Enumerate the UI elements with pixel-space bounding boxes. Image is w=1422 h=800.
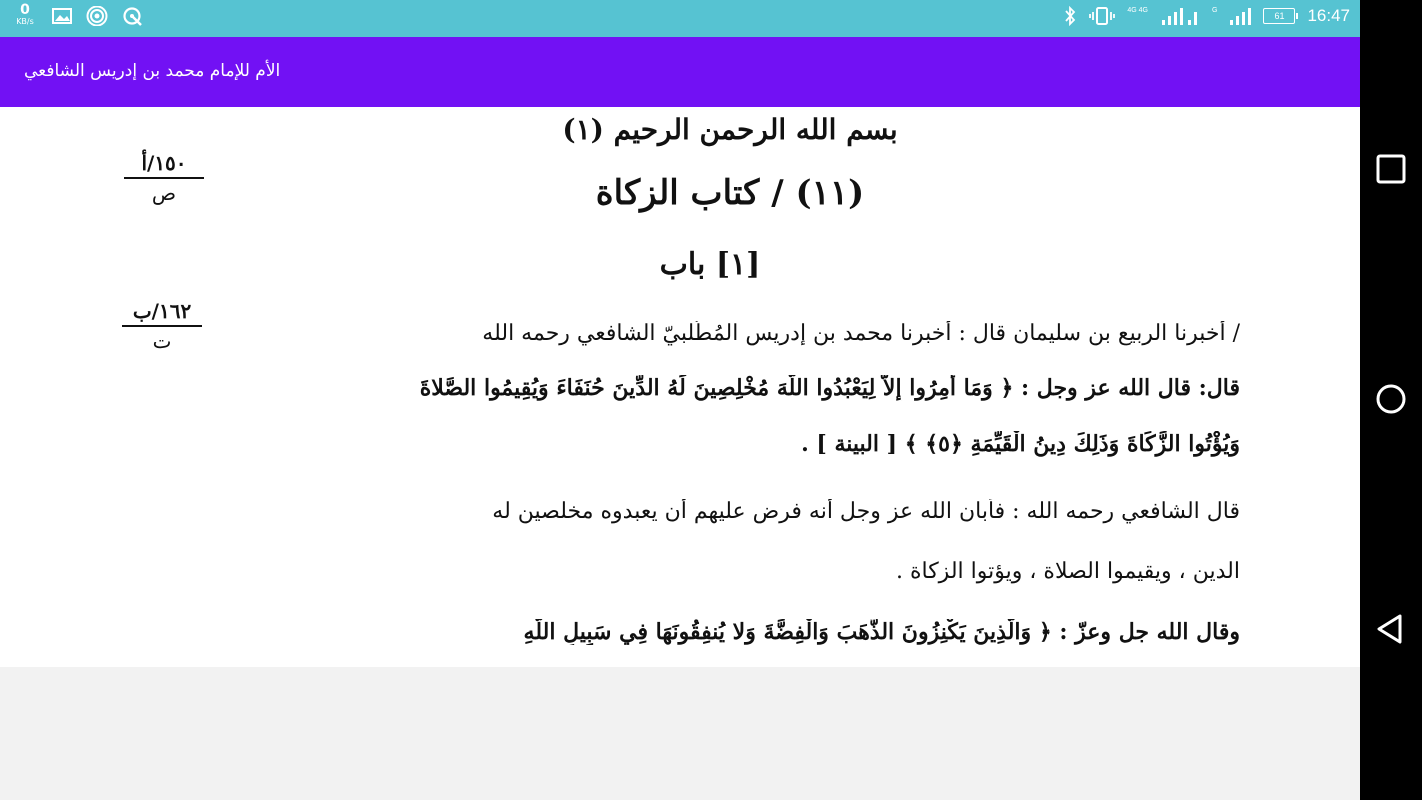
status-bar (0, 0, 1360, 37)
margin-reference-manuscript: ت (152, 329, 172, 353)
data-rate-unit: KB/s (16, 17, 34, 26)
signal-strength-icon (1160, 6, 1200, 26)
clock: 16:47 (1307, 6, 1350, 25)
battery-icon (1263, 8, 1295, 24)
navigation-bar (1360, 0, 1422, 800)
text-line: قال الشافعي رحمه الله : فأبان الله عز وجل أنه فرض عليهم أن يعبدوه مخلصين له (492, 499, 1240, 524)
status-left-icons (12, 2, 144, 27)
text-line: قال: قال الله عز وجل : ﴿ وَمَا أُمِرُوا إِلاَّ لِيَعْبُدُوا اللَّهَ مُخْلِصِينَ لَهُ الدِّينَ حُنَفَاءَ وَيُقِيمُوا الصَّلاةَ (419, 375, 1240, 401)
signal-strength-2-icon (1229, 6, 1251, 26)
margin-reference-folio: ١٥٠/أ (124, 151, 204, 179)
margin-reference-folio: ١٦٢/ب (122, 299, 202, 327)
text-line: الدين ، ويقيموا الصلاة ، ويؤتوا الزكاة . (895, 559, 1240, 584)
data-rate-indicator (12, 2, 38, 27)
sync-icon (122, 6, 144, 26)
margin-reference-manuscript: ص (151, 181, 177, 205)
chapter-heading: [١] باب (659, 247, 761, 282)
book-page[interactable] (0, 107, 1360, 667)
vibrate-icon (1089, 6, 1115, 26)
status-right-icons (1063, 6, 1350, 26)
home-button[interactable] (1374, 382, 1408, 416)
basmala-heading: بسم الله الرحمن الرحيم (١) (562, 113, 898, 146)
text-line: وقال الله جل وعزّ : ﴿ وَالَّذِينَ يَكْنِزُونَ الذَّهَبَ وَالْفِضَّةَ وَلا يُنفِقُونَهَا فِي سَبِيلِ اللَّهِ (523, 619, 1240, 645)
book-title: (١١) / كتاب الزكاة (595, 173, 865, 213)
margin-reference (122, 299, 202, 353)
text-line: / أخبرنا الربيع بن سليمان قال : أخبرنا محمد بن إدريس المُطَّلبيّ الشافعي رحمه الله (482, 321, 1240, 346)
recent-apps-button[interactable] (1374, 152, 1408, 186)
hotspot-icon (86, 6, 108, 26)
margin-reference (124, 151, 204, 205)
signal-type-label: G (1212, 6, 1218, 14)
empty-area (0, 667, 1360, 800)
battery-level: 61 (1274, 11, 1285, 21)
app-bar (0, 37, 1360, 107)
network-type-label: 4G 4G (1127, 6, 1148, 14)
data-rate-value: 0 (20, 2, 30, 18)
app-title: الأم للإمام محمد بن إدريس الشافعي (24, 61, 281, 81)
back-button[interactable] (1374, 612, 1408, 646)
image-icon (52, 7, 72, 25)
bluetooth-icon (1063, 6, 1077, 26)
text-line: وَيُؤْتُوا الزَّكَاةَ وَذَلِكَ دِينُ الْقَيِّمَةِ ﴿٥﴾ ﴾ [ البينة ] . (801, 431, 1240, 457)
